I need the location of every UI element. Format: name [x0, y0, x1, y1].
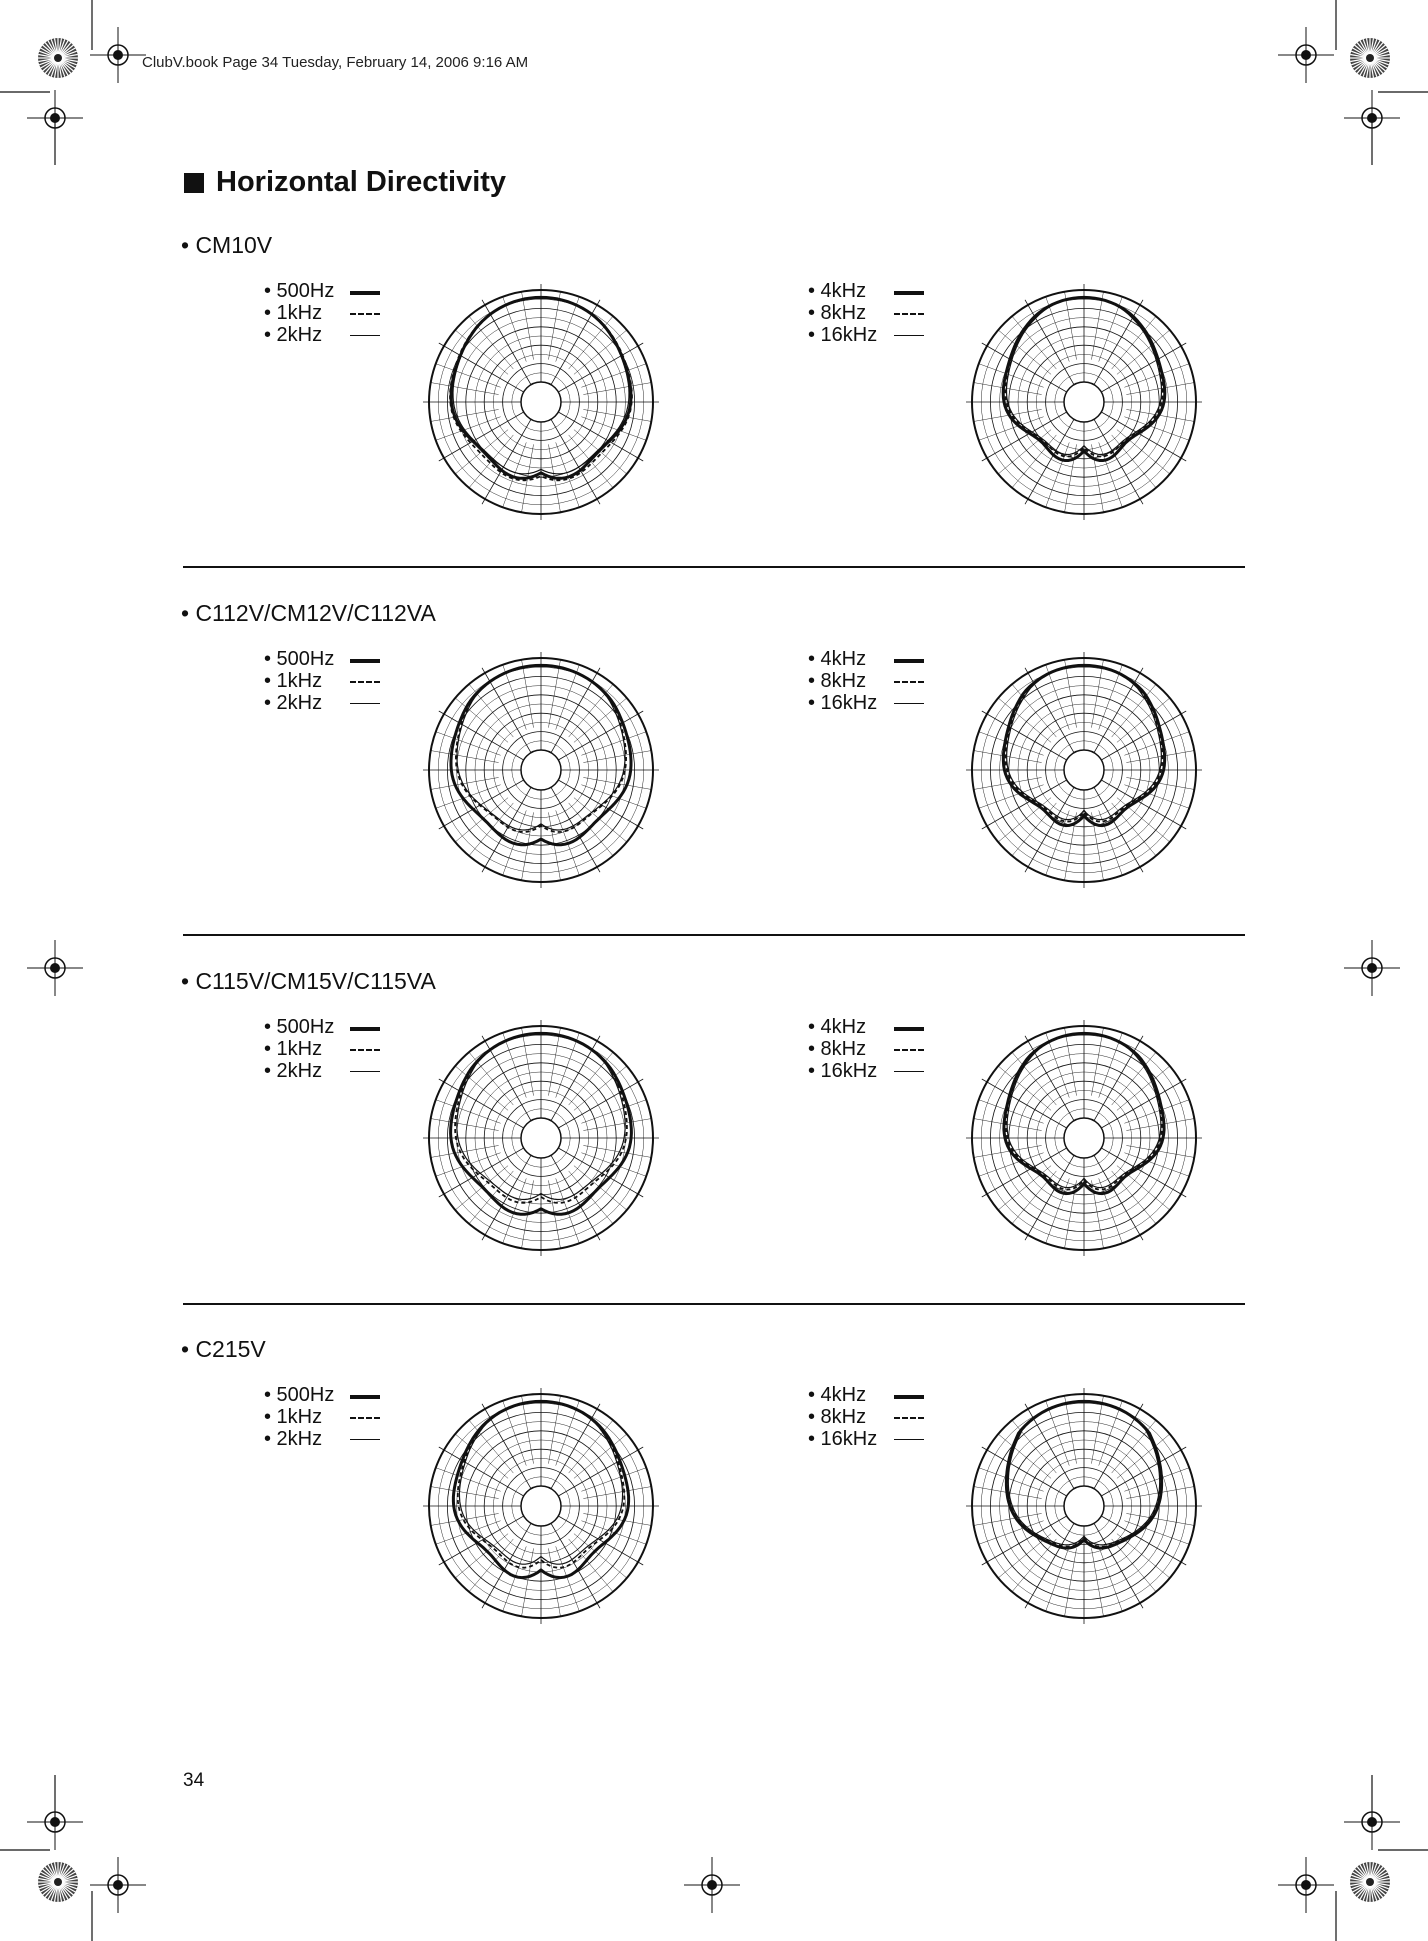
section-divider — [183, 566, 1245, 568]
registration-target-icon — [1344, 940, 1400, 996]
legend-entry — [808, 280, 938, 302]
legend-line-sample — [350, 1027, 380, 1031]
legend-line-sample — [350, 1395, 380, 1399]
legend-entry — [264, 648, 394, 670]
legend-entry — [808, 692, 938, 714]
legend-entry — [264, 1428, 394, 1450]
legend-label: • 8kHz — [808, 1037, 867, 1060]
legend-label: • 2kHz — [264, 323, 323, 346]
page-number: 34 — [183, 1770, 205, 1791]
legend-line-sample — [350, 291, 380, 295]
polar-directivity-chart — [414, 275, 668, 529]
legend-line-sample — [894, 291, 924, 295]
grid-spoke — [548, 1548, 560, 1616]
grid-spoke — [1091, 660, 1103, 728]
legend-label: • 1kHz — [264, 1037, 323, 1060]
registration-target-icon — [1344, 1794, 1400, 1850]
grid-spoke — [974, 751, 1042, 763]
legend-label: • 1kHz — [264, 301, 323, 324]
grid-spoke — [583, 383, 651, 395]
legend-entry — [264, 1038, 394, 1060]
registration-target-icon — [27, 90, 83, 146]
grid-spoke — [548, 812, 560, 880]
legend-label: • 16kHz — [808, 1059, 878, 1082]
polar-directivity-chart — [957, 643, 1211, 897]
legend-line-sample — [350, 1071, 380, 1072]
registration-target-icon — [1278, 27, 1334, 83]
legend-label: • 500Hz — [264, 1015, 335, 1038]
legend-label: • 4kHz — [808, 1383, 867, 1406]
legend-line-sample — [894, 1049, 924, 1051]
grid-spoke — [583, 409, 651, 421]
legend-label: • 4kHz — [808, 647, 867, 670]
legend-entry — [808, 670, 938, 692]
grid-spoke — [583, 751, 651, 763]
registration-target-icon — [1278, 1857, 1334, 1913]
legend-entry — [264, 1060, 394, 1082]
registration-target-icon — [684, 1857, 740, 1913]
legend-label: • 1kHz — [264, 1405, 323, 1428]
legend-line-sample — [350, 681, 380, 683]
grid-spoke — [431, 1119, 499, 1131]
grid-spoke — [1091, 1028, 1103, 1096]
grid-spoke — [522, 812, 534, 880]
grid-spoke — [1091, 1548, 1103, 1616]
color-bar-star-icon — [1350, 38, 1390, 78]
legend-line-sample — [894, 703, 924, 704]
grid-spoke — [522, 660, 534, 728]
color-bar-star-icon — [38, 1862, 78, 1902]
legend-low-frequencies — [264, 1384, 394, 1450]
legend-line-sample — [350, 1049, 380, 1051]
section-title — [184, 166, 506, 199]
legend-entry — [808, 1406, 938, 1428]
legend-entry — [264, 692, 394, 714]
polar-directivity-chart — [957, 1379, 1211, 1633]
legend-label: • 500Hz — [264, 1383, 335, 1406]
grid-spoke — [522, 1396, 534, 1464]
legend-line-sample — [894, 1439, 924, 1440]
legend-label: • 4kHz — [808, 1015, 867, 1038]
legend-label: • 500Hz — [264, 647, 335, 670]
legend-label: • 16kHz — [808, 691, 878, 714]
model-heading: • CM10V — [181, 232, 273, 258]
grid-spoke — [583, 1119, 651, 1131]
legend-low-frequencies — [264, 1016, 394, 1082]
grid-spoke — [431, 409, 499, 421]
legend-label: • 8kHz — [808, 301, 867, 324]
section-title-text: Horizontal Directivity — [216, 166, 507, 198]
registration-target-icon — [1344, 90, 1400, 146]
legend-line-sample — [894, 681, 924, 683]
legend-entry — [808, 302, 938, 324]
legend-entry — [808, 648, 938, 670]
legend-label: • 4kHz — [808, 279, 867, 302]
grid-spoke — [431, 751, 499, 763]
model-heading: • C115V/CM15V/C115VA — [181, 968, 436, 994]
grid-spoke — [1065, 292, 1077, 360]
legend-line-sample — [894, 1417, 924, 1419]
registration-target-icon — [27, 1794, 83, 1850]
legend-label: • 8kHz — [808, 1405, 867, 1428]
legend-label: • 1kHz — [264, 669, 323, 692]
chart-hub — [521, 1118, 561, 1158]
legend-line-sample — [894, 659, 924, 663]
legend-entry — [264, 670, 394, 692]
legend-line-sample — [894, 335, 924, 336]
chart-hub — [1064, 1486, 1104, 1526]
chart-hub — [1064, 1118, 1104, 1158]
grid-spoke — [1091, 1396, 1103, 1464]
grid-spoke — [1065, 1396, 1077, 1464]
legend-high-frequencies — [808, 1384, 938, 1450]
legend-line-sample — [894, 1395, 924, 1399]
legend-line-sample — [350, 335, 380, 336]
legend-low-frequencies — [264, 648, 394, 714]
legend-entry — [808, 1038, 938, 1060]
grid-spoke — [1065, 1028, 1077, 1096]
legend-entry — [264, 1016, 394, 1038]
grid-spoke — [974, 383, 1042, 395]
legend-line-sample — [350, 1439, 380, 1440]
legend-label: • 500Hz — [264, 279, 335, 302]
legend-entry — [808, 1428, 938, 1450]
legend-label: • 16kHz — [808, 323, 878, 346]
legend-entry — [264, 280, 394, 302]
model-heading: • C112V/CM12V/C112VA — [181, 600, 436, 626]
legend-line-sample — [894, 1027, 924, 1031]
registration-target-icon — [27, 940, 83, 996]
grid-spoke — [1126, 1513, 1194, 1525]
legend-high-frequencies — [808, 1016, 938, 1082]
grid-spoke — [1065, 660, 1077, 728]
chart-hub — [1064, 750, 1104, 790]
legend-label: • 16kHz — [808, 1427, 878, 1450]
chart-hub — [521, 1486, 561, 1526]
polar-directivity-chart — [957, 1011, 1211, 1265]
legend-entry — [264, 302, 394, 324]
polar-directivity-chart — [414, 1379, 668, 1633]
polar-directivity-chart — [414, 1011, 668, 1265]
legend-line-sample — [894, 1071, 924, 1072]
registration-target-icon — [90, 27, 146, 83]
polar-directivity-chart — [414, 643, 668, 897]
grid-spoke — [431, 1513, 499, 1525]
legend-low-frequencies — [264, 280, 394, 346]
grid-spoke — [1065, 1548, 1077, 1616]
legend-label: • 8kHz — [808, 669, 867, 692]
grid-spoke — [522, 1548, 534, 1616]
grid-spoke — [548, 1396, 560, 1464]
legend-high-frequencies — [808, 648, 938, 714]
legend-line-sample — [350, 1417, 380, 1419]
legend-label: • 2kHz — [264, 1427, 323, 1450]
legend-line-sample — [350, 659, 380, 663]
grid-spoke — [1091, 292, 1103, 360]
grid-spoke — [583, 1513, 651, 1525]
file-header: ClubV.book Page 34 Tuesday, February 14, 2006 9:16 AM — [142, 54, 529, 71]
grid-spoke — [548, 1028, 560, 1096]
chart-hub — [521, 382, 561, 422]
grid-spoke — [1126, 751, 1194, 763]
grid-spoke — [431, 383, 499, 395]
grid-spoke — [583, 1487, 651, 1499]
section-divider — [183, 1303, 1245, 1305]
legend-line-sample — [894, 313, 924, 315]
legend-label: • 2kHz — [264, 691, 323, 714]
grid-spoke — [548, 292, 560, 360]
square-bullet-icon — [184, 173, 204, 193]
grid-spoke — [548, 660, 560, 728]
registration-target-icon — [90, 1857, 146, 1913]
grid-spoke — [974, 1513, 1042, 1525]
legend-label: • 2kHz — [264, 1059, 323, 1082]
grid-spoke — [522, 292, 534, 360]
grid-spoke — [431, 1487, 499, 1499]
legend-entry — [808, 1384, 938, 1406]
color-bar-star-icon — [38, 38, 78, 78]
color-bar-star-icon — [1350, 1862, 1390, 1902]
legend-entry — [808, 324, 938, 346]
section-divider — [183, 934, 1245, 936]
chart-hub — [1064, 382, 1104, 422]
legend-entry — [808, 1016, 938, 1038]
polar-directivity-chart — [957, 275, 1211, 529]
legend-entry — [264, 1406, 394, 1428]
model-heading: • C215V — [181, 1336, 266, 1362]
legend-high-frequencies — [808, 280, 938, 346]
legend-line-sample — [350, 313, 380, 315]
legend-entry — [264, 324, 394, 346]
legend-line-sample — [350, 703, 380, 704]
legend-entry — [808, 1060, 938, 1082]
legend-entry — [264, 1384, 394, 1406]
chart-hub — [521, 750, 561, 790]
grid-spoke — [522, 1028, 534, 1096]
grid-spoke — [1126, 383, 1194, 395]
